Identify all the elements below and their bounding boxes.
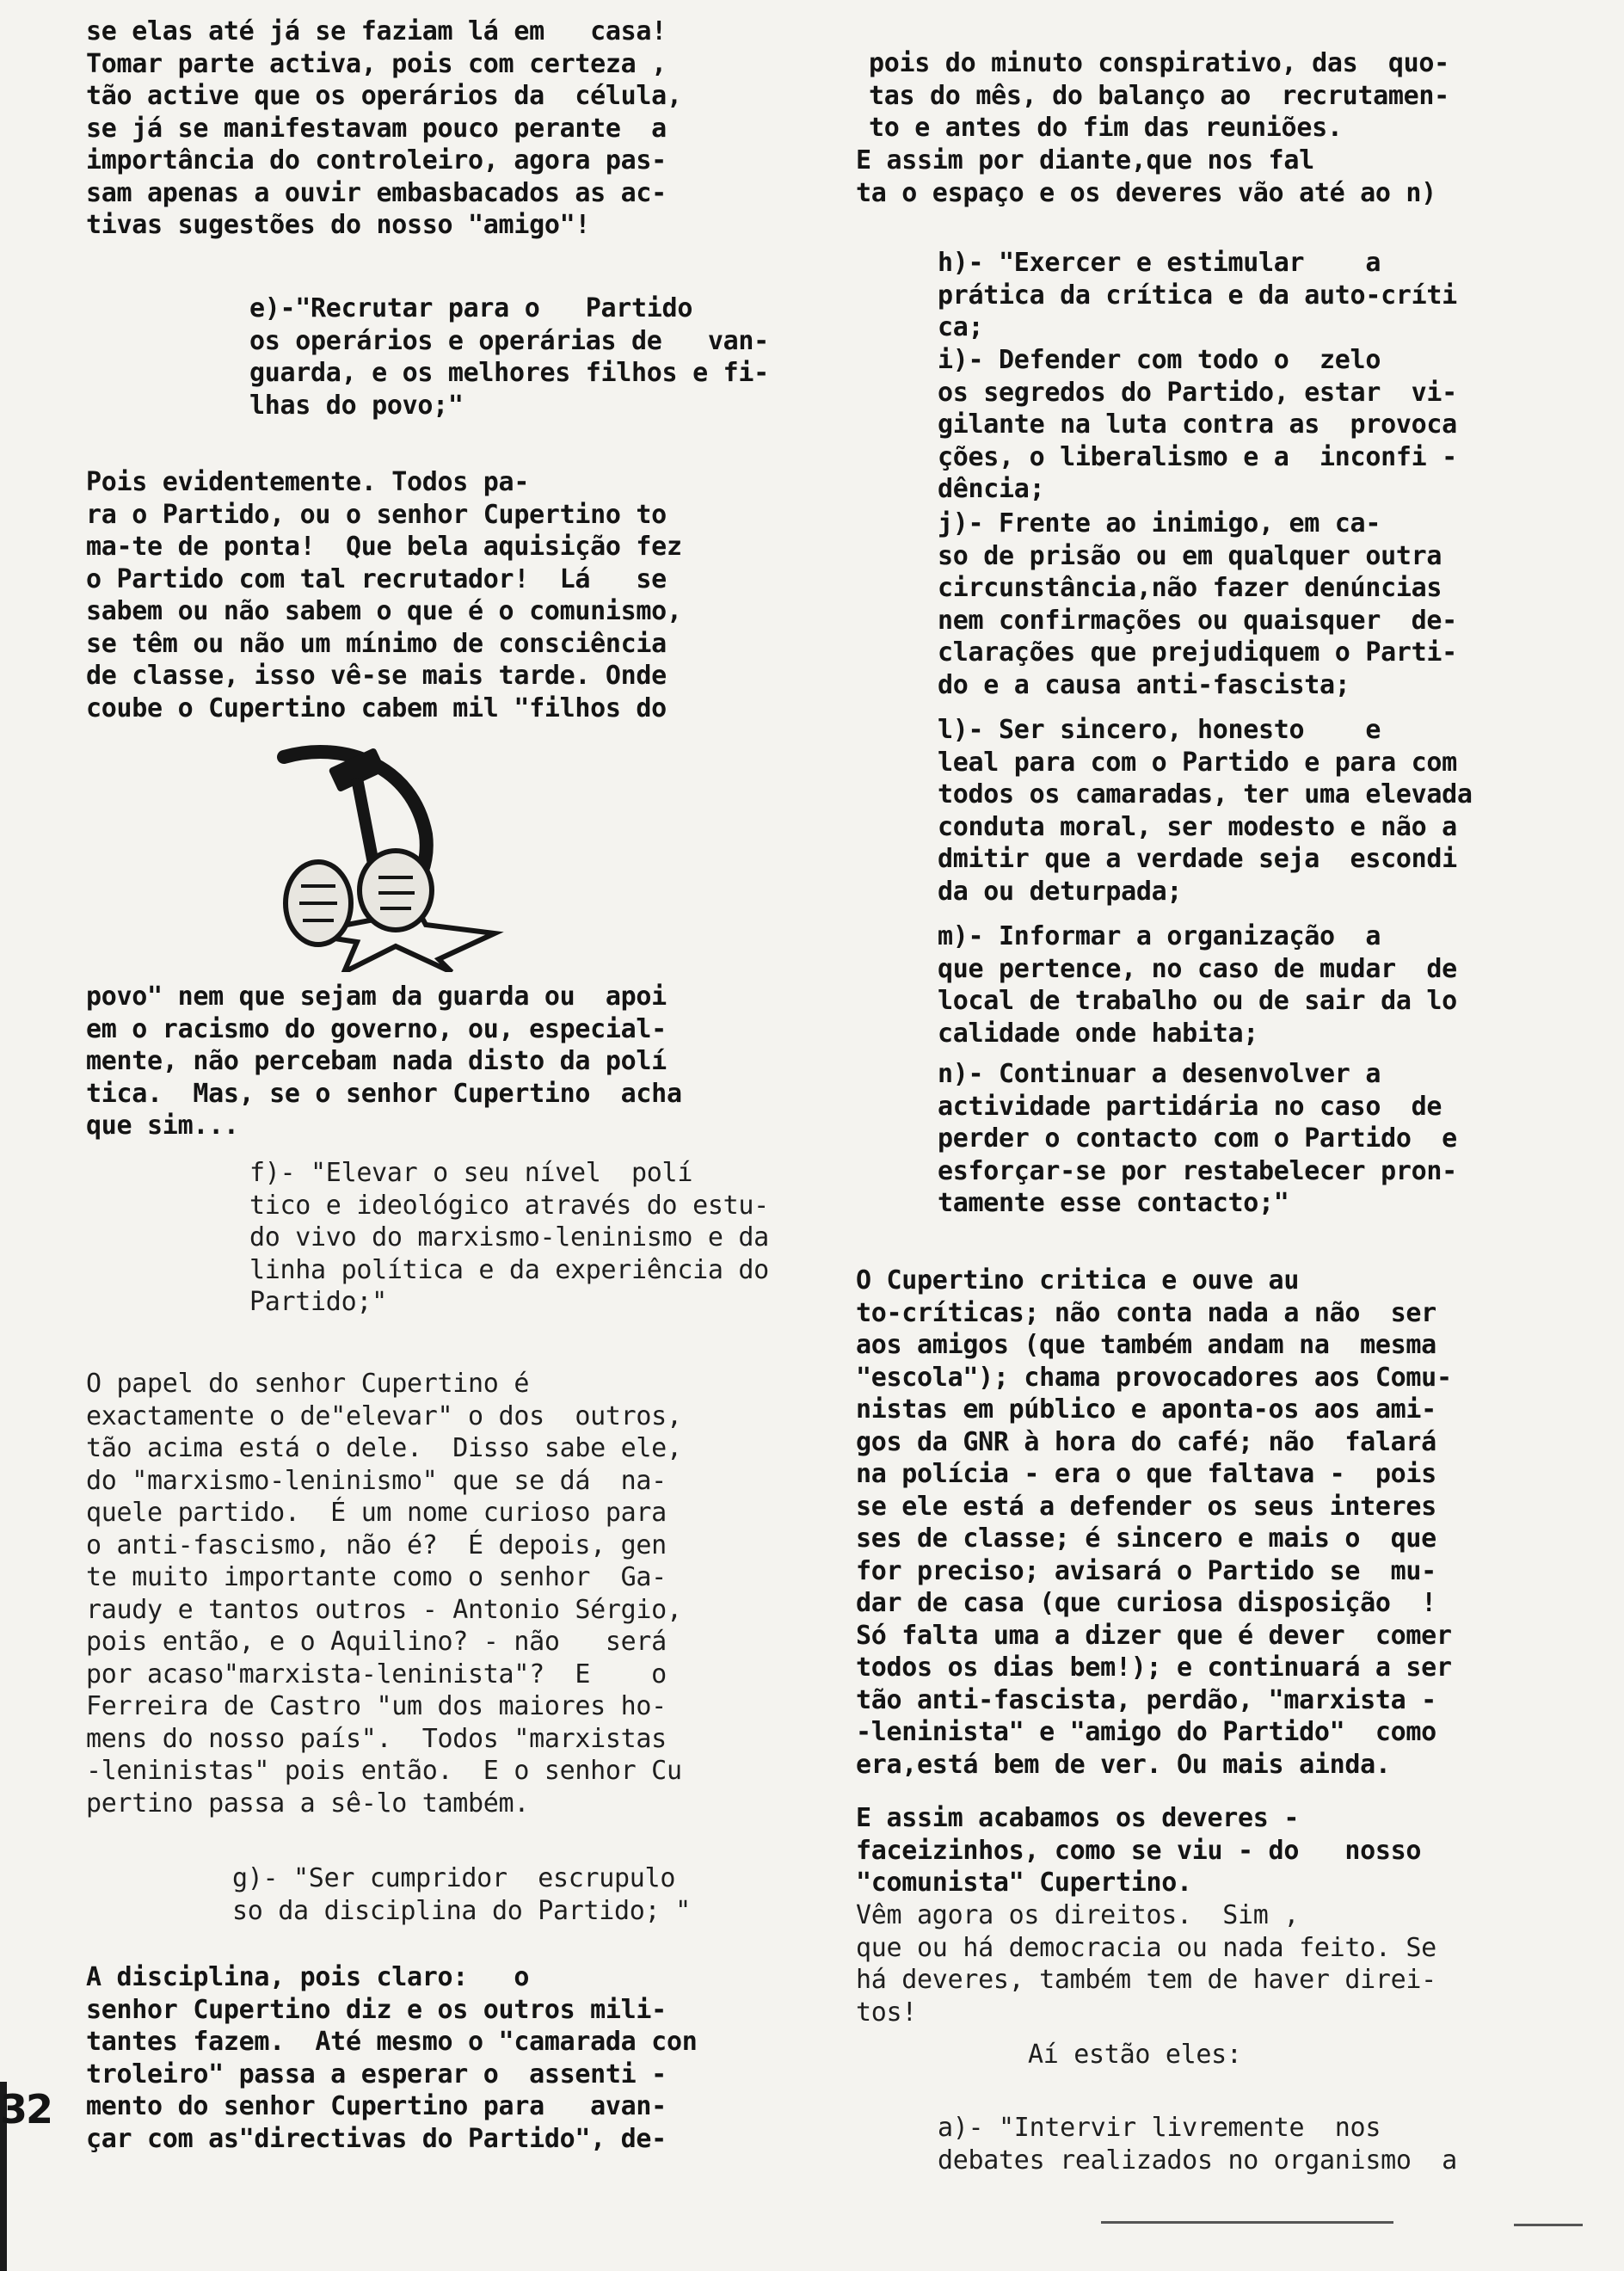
duty-f: f)- "Elevar o seu nível polí tico e ideológico através do estu- do vivo do marxismo-leninismo e da linha política e da experiência do Partido;" [249,1158,769,1317]
duty-l: l)- Ser sincero, honesto e leal para com o Partido e para com todos os camaradas, ter uma elevada conduta moral, ser modesto e não a dmitir que a verdade seja escondi da ou deturpada; [938,715,1473,907]
paragraph: A disciplina, pois claro: o senhor Cupertino diz e os outros mili- tantes fazem. Até mesmo o "camarada con troleiro" passa a esperar o assenti - mento do senhor Cupertino para avan- çar com as"directivas do Partido", de- [86,1962,698,2154]
divider [1101,2221,1393,2224]
paragraph: O papel do senhor Cupertino é exactamente o de"elevar" o dos outros, tão acima está o dele. Disso sabe ele, do "marxismo-leninismo" que se dá na- quele partido. É um nome curioso para o anti-fascismo, não é? É depois, gen te muito importante como o senhor Ga- raudy e tantos outros - Antonio Sérgio, pois então, e o Aquilino? - não será por acaso"marxista-leninista"? E o Ferreira de Castro "um dos maiores ho- mens do nosso país". Todos "marxistas -leninistas" pois então. E o senhor Cu pertino passa a sê-lo também. [86,1369,682,1819]
duty-j: j)- Frente ao inimigo, em ca- so de prisão ou em qualquer outra circunstância,não fazer denúncias nem confirmações ou quaisquer de- clarações que prejudiquem o Parti- do e a causa anti-fascista; [938,508,1457,700]
duty-n: n)- Continuar a desenvolver a actividade partidária no caso de perder o contacto com o Partido e esforçar-se por restabelecer pron- tamente esse contacto;" [938,1059,1457,1218]
paragraph: Pois evidentemente. Todos pa- ra o Partido, ou o senhor Cupertino to ma-te de ponta! Que bela aquisição fez o Partido com tal recrutador! Lá se sabem ou não sabem o que é o comunismo, se têm ou não um mínimo de consciência de classe, isso vê-se mais tarde. Onde coube o Cupertino cabem mil "filhos do [86,467,682,723]
duty-a: a)- "Intervir livremente nos debates realizados no organismo a [938,2113,1457,2176]
page-number: 32 [0,2086,52,2133]
paragraph: E assim acabamos os deveres - faceizinhos, como se viu - do nosso "comunista" Cupertino. [856,1803,1422,1898]
duty-i: i)- Defender com todo o zelo os segredos do Partido, estar vi- gilante na luta contra as provoca ções, o liberalismo e a inconfi - dência; [938,345,1457,504]
divider [1514,2224,1583,2226]
paragraph: Vêm agora os direitos. Sim , que ou há democracia ou nada feito. Se há deveres, também tem de haver direi- tos! [856,1900,1436,2028]
duty-g: g)- "Ser cumpridor escrupulo so da disciplina do Partido; " [232,1863,691,1926]
duty-m: m)- Informar a organização a que pertence, no caso de mudar de local de trabalho ou de sair da lo calidade onde habita; [938,921,1457,1049]
hammer-sickle-star-icon [249,740,559,972]
paragraph: E assim por diante,que nos fal ta o espaço e os deveres vão até ao n) [856,145,1436,208]
paragraph: povo" nem que sejam da guarda ou apoi em o racismo do governo, ou, especial- mente, não percebam nada disto da polí tica. Mas, se o senhor Cupertino acha que sim... [86,982,682,1141]
duty-h: h)- "Exercer e estimular a prática da crítica e da auto-críti ca; [938,248,1457,342]
paragraph: O Cupertino critica e ouve au to-críticas; não conta nada a não ser aos amigos (que também andam na mesma "escola"); chama provocadores aos Comu- nistas em público e aponta-os aos ami- gos da GNR à hora do café; não falará na polícia - era o que faltava - pois se ele está a defender os seus interes ses de classe; é sincero e mais o que for preciso; avisará o Partido se mu- dar de casa (que curiosa disposição ! Só falta uma a dizer que é dever comer todos os dias bem!); e continuará a ser tão anti-fascista, perdão, "marxista - -leninista" e "amigo do Partido" como era,está bem de ver. Ou mais ainda. [856,1265,1452,1780]
paragraph: pois do minuto conspirativo, das quo- tas do mês, do balanço ao recrutamen- to e antes do fim das reuniões. [869,48,1449,143]
paragraph: Aí estão eles: [1028,2040,1242,2070]
paragraph: se elas até já se faziam lá em casa! Tomar parte activa, pois com certeza , tão active que os operários da célula, se já se manifestavam pouco perante a importância do controleiro, agora pas- sam apenas a ouvir embasbacados as ac- tivas sugestões do nosso "amigo"! [86,16,682,240]
duty-e: e)-"Recrutar para o Partido os operários e operárias de van- guarda, e os melhores filhos e fi- lhas do povo;" [249,293,769,421]
